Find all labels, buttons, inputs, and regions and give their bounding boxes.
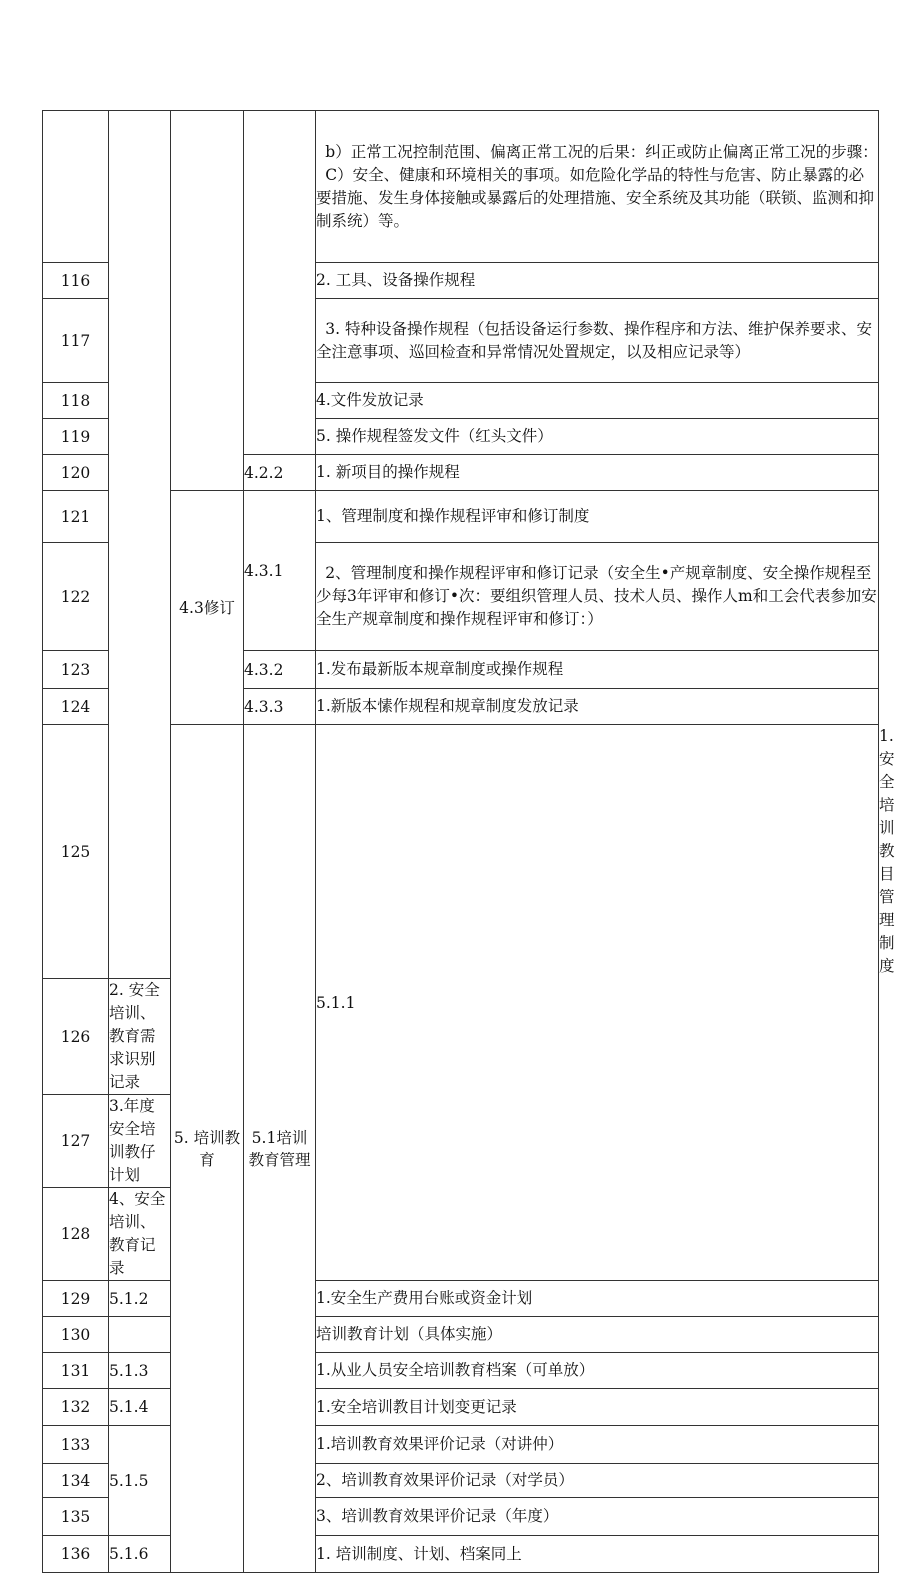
row-content: 3.年度安全培训教仔计划 [109, 1095, 171, 1188]
sub-number: 4.2.2 [244, 455, 316, 491]
row-number: 127 [43, 1095, 109, 1188]
records-table [42, 110, 895, 1573]
row-content: 5. 操作规程签发文件（红头文件） [316, 419, 879, 455]
row-number: 129 [43, 1281, 109, 1317]
sub-number [109, 1317, 171, 1353]
row-content: 1.新版本愫作规程和规章制度发放记录 [316, 689, 879, 725]
row-content: 3. 特种设备操作规程（包括设备运行参数、操作程序和方法、维护保养要求、安全注意事项、巡回检查和异常情况处置规定，以及相应记录等） [316, 299, 879, 383]
row-number: 135 [43, 1498, 109, 1536]
row-number: 119 [43, 419, 109, 455]
row-number: 121 [43, 491, 109, 543]
row-content: 培训教育计划（具体实施） [316, 1317, 879, 1353]
row-content: 1.发布最新版本规章制度或操作规程 [316, 651, 879, 689]
row-number: 123 [43, 651, 109, 689]
sub-cell-4-2-1 [244, 111, 316, 455]
sub-number: 4.3.2 [244, 651, 316, 689]
level2-5-1: 5.1培训教育管理 [244, 725, 316, 1573]
row-number: 124 [43, 689, 109, 725]
row-content: 1.从业人员安全培训教育档案（可单放） [316, 1353, 879, 1389]
row-content: 1. 培训制度、计划、档案同上 [316, 1536, 879, 1573]
row-number: 120 [43, 455, 109, 491]
row-number [43, 111, 109, 263]
row-content [316, 111, 879, 263]
table-row [43, 1353, 879, 1389]
level2-cell-4-2 [171, 111, 244, 491]
level1-5: 5. 培训教育 [171, 725, 244, 1573]
sub-number: 5.1.4 [109, 1389, 171, 1426]
row-number: 136 [43, 1536, 109, 1573]
row-number: 130 [43, 1317, 109, 1353]
row-content: 2、培训教育效果评价记录（对学员） [316, 1464, 879, 1498]
row-number: 122 [43, 543, 109, 651]
row-number: 117 [43, 299, 109, 383]
table-row [43, 1389, 879, 1426]
row-number: 126 [43, 979, 109, 1095]
sub-number: 5.1.2 [109, 1281, 171, 1317]
row-content: 4.文件发放记录 [316, 383, 879, 419]
row-content: 2. 安全培训、教育需求识别记录 [109, 979, 171, 1095]
row-content: 1.安全培训教目计划变更记录 [316, 1389, 879, 1426]
row-number: 132 [43, 1389, 109, 1426]
sub-number: 5.1.6 [109, 1536, 171, 1573]
row-content: 2. 工具、设备操作规程 [316, 263, 879, 299]
row-number: 118 [43, 383, 109, 419]
row-number: 134 [43, 1464, 109, 1498]
table-row [43, 1536, 879, 1573]
sub-number: 4.3.1 [244, 491, 316, 651]
row-content: 4、安全培训、教育记录 [109, 1188, 171, 1281]
row-number: 133 [43, 1426, 109, 1464]
row-content: 2、管理制度和操作规程评审和修订记录（安全生•产规章制度、安全操作规程至少每3年评审和修订•次：要组织管理人员、技术人员、操作人m和工会代表参加安全生产规章制度和操作规程评审和修订：） [316, 543, 879, 651]
sub-number: 5.1.3 [109, 1353, 171, 1389]
level2-4-3: 4.3修订 [171, 491, 244, 725]
sub-number: 5.1.5 [109, 1426, 171, 1536]
row-number: 131 [43, 1353, 109, 1389]
sub-number: 5.1.1 [316, 725, 879, 1281]
content-line: C）安全、健康和环境相关的事项。如危险化学品的特性与危害、防止暴露的必要措施、发生身体接触或暴露后的处理措施、安全系统及其功能（联锁、监测和抑制系统）等。 [316, 165, 875, 230]
table-row: 125 5. 培训教育 5.1培训教育管理 5.1.1 1.安全培训教目管理制度 [43, 725, 879, 979]
row-content: 3、培训教育效果评价记录（年度） [316, 1498, 879, 1536]
sub-number: 4.3.3 [244, 689, 316, 725]
row-content: 1.安全生产费用台账或资金计划 [316, 1281, 879, 1317]
table-row [43, 111, 879, 263]
table-row [43, 1426, 879, 1464]
row-content: 1、管理制度和操作规程评审和修订制度 [316, 491, 879, 543]
table-row [43, 1317, 879, 1353]
row-number: 125 [43, 725, 109, 979]
row-content: 1. 新项目的操作规程 [316, 455, 879, 491]
row-content: 1.培训教育效果评价记录（对讲仲） [316, 1426, 879, 1464]
level1-cell-4 [109, 111, 171, 979]
row-number: 116 [43, 263, 109, 299]
row-number: 128 [43, 1188, 109, 1281]
content-line: b）正常工况控制范围、偏离正常工况的后果：纠正或防止偏离正常工况的步骤： [325, 142, 878, 161]
table-row [43, 1281, 879, 1317]
